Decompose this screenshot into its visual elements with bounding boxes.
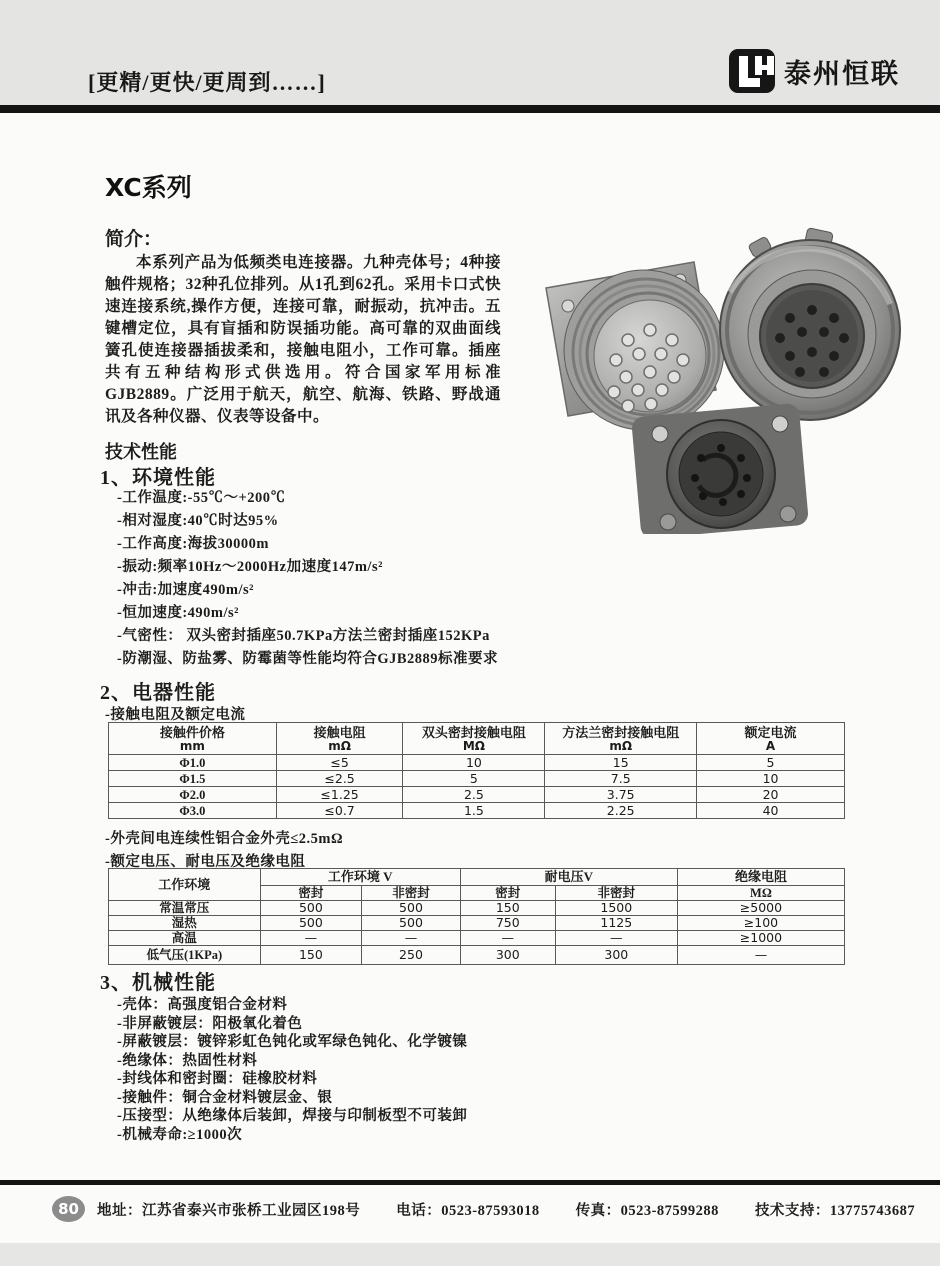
table-cell: — bbox=[460, 931, 555, 946]
env-item: -防潮湿、防盐雾、防霉菌等性能均符合GJB2889标准要求 bbox=[117, 651, 499, 667]
table-cell: ≥1000 bbox=[677, 931, 844, 946]
table-cell: — bbox=[362, 931, 461, 946]
table-cell: 15 bbox=[545, 755, 697, 771]
table-cell: Φ3.0 bbox=[109, 803, 277, 819]
header-unit: MΩ bbox=[462, 739, 485, 753]
table-row bbox=[109, 901, 845, 916]
footer bbox=[52, 1196, 915, 1222]
voltage-table-label: -额定电压、耐电压及绝缘电阻 bbox=[105, 854, 306, 870]
column-header bbox=[403, 723, 545, 755]
mech-spec-list bbox=[117, 996, 467, 1144]
table-cell: 250 bbox=[362, 946, 461, 965]
table-cell: 7.5 bbox=[545, 771, 697, 787]
env-spec-list bbox=[117, 490, 498, 674]
footer-support: 技术支持：13775743687 bbox=[754, 1202, 916, 1219]
group-header: 耐电压V bbox=[460, 869, 677, 886]
table-cell: 500 bbox=[362, 901, 461, 916]
table-cell: 40 bbox=[697, 803, 845, 819]
table-cell: 500 bbox=[260, 901, 362, 916]
table-row bbox=[109, 787, 845, 803]
table-cell: Φ2.0 bbox=[109, 787, 277, 803]
contact-resistance-table bbox=[108, 722, 845, 819]
table-cell: 2.25 bbox=[545, 803, 697, 819]
footer-phone: 电话：0523-87593018 bbox=[396, 1202, 540, 1219]
table-cell: ≤2.5 bbox=[276, 771, 403, 787]
table-cell: 300 bbox=[555, 946, 677, 965]
mech-item: -压接型：从绝缘体后装卸，焊接与印制板型不可装卸 bbox=[117, 1108, 468, 1124]
page-number-badge: 80 bbox=[52, 1196, 85, 1222]
header-divider bbox=[0, 105, 940, 113]
table-cell: — bbox=[555, 931, 677, 946]
table-cell: — bbox=[260, 931, 362, 946]
elec-section-heading: 2、电器性能 bbox=[100, 682, 216, 704]
header-name: 额定电流 bbox=[744, 725, 797, 740]
mech-item: -封线体和密封圈：硅橡胶材料 bbox=[117, 1071, 318, 1087]
table-cell: 湿热 bbox=[109, 916, 261, 931]
group-header: 工作环境 V bbox=[260, 869, 460, 886]
table-cell: 高温 bbox=[109, 931, 261, 946]
table-row bbox=[109, 771, 845, 787]
table-cell: 1500 bbox=[555, 901, 677, 916]
intro-heading: 简介： bbox=[105, 228, 163, 250]
header-name: 接触件价格 bbox=[159, 725, 225, 740]
company-logo bbox=[728, 48, 900, 94]
table-cell: 20 bbox=[697, 787, 845, 803]
corner-header: 工作环境 bbox=[109, 869, 261, 901]
mech-item: -接触件：铜合金材料镀层金、银 bbox=[117, 1089, 333, 1106]
connector-left bbox=[546, 262, 724, 430]
sub-header: 密封 bbox=[460, 886, 555, 901]
table-header-row bbox=[109, 723, 845, 755]
env-item: -振动:频率10Hz～2000Hz加速度147m/s² bbox=[117, 559, 383, 575]
mech-item: -机械寿命:≥1000次 bbox=[117, 1126, 243, 1143]
table-cell: 3.75 bbox=[545, 787, 697, 803]
sub-header: 非密封 bbox=[555, 886, 677, 901]
group-header: 绝缘电阻 bbox=[677, 869, 844, 886]
footer-divider bbox=[0, 1180, 940, 1185]
header-unit: mΩ bbox=[609, 739, 633, 753]
table-cell: 300 bbox=[460, 946, 555, 965]
table-row bbox=[109, 931, 845, 946]
mech-item: -屏蔽镀层：镀锌彩虹色钝化或军绿色钝化、化学镀镍 bbox=[117, 1034, 468, 1050]
table-cell: 1.5 bbox=[403, 803, 545, 819]
table-cell: Φ1.0 bbox=[109, 755, 277, 771]
bottom-band bbox=[0, 1243, 940, 1266]
sub-header: 密封 bbox=[260, 886, 362, 901]
table-cell: ≥100 bbox=[677, 916, 844, 931]
tech-heading: 技术性能 bbox=[105, 442, 177, 463]
env-item: -相对湿度:40℃时达95% bbox=[117, 513, 279, 529]
env-item: -工作高度:海拔30000m bbox=[117, 536, 269, 552]
table-header-row bbox=[109, 869, 845, 886]
table-cell: 低气压(1KPa) bbox=[109, 946, 261, 965]
header-name: 接触电阻 bbox=[313, 725, 366, 740]
mech-item: -非屏蔽镀层：阳极氧化着色 bbox=[117, 1015, 303, 1032]
table-cell: 500 bbox=[260, 916, 362, 931]
sub-header: 非密封 bbox=[362, 886, 461, 901]
env-section-heading: 1、环境性能 bbox=[100, 467, 216, 489]
env-item: -工作温度:-55℃～+200℃ bbox=[117, 490, 286, 506]
table-cell: 150 bbox=[460, 901, 555, 916]
table-row bbox=[109, 803, 845, 819]
header-unit: mΩ bbox=[328, 739, 351, 753]
voltage-insulation-table bbox=[108, 868, 845, 965]
env-item: -冲击:加速度490m/s² bbox=[117, 582, 255, 598]
header-unit: mm bbox=[179, 739, 205, 753]
table-cell: 常温常压 bbox=[109, 901, 261, 916]
table-row bbox=[109, 916, 845, 931]
table-cell: ≥5000 bbox=[677, 901, 844, 916]
table-cell: 10 bbox=[697, 771, 845, 787]
connector-top-right bbox=[720, 228, 900, 420]
env-item: -气密性： 双头密封插座50.7KPa方法兰密封插座152KPa bbox=[117, 628, 490, 644]
shell-continuity-note: -外壳间电连续性铝合金外壳≤2.5mΩ bbox=[105, 831, 344, 847]
column-header bbox=[545, 723, 697, 755]
company-name: 泰州恒联 bbox=[784, 58, 900, 90]
env-item: -恒加速度:490m/s² bbox=[117, 605, 240, 621]
table-cell: ≤1.25 bbox=[276, 787, 403, 803]
product-photo bbox=[518, 222, 918, 534]
table-cell: Φ1.5 bbox=[109, 771, 277, 787]
table-cell: ≤5 bbox=[276, 755, 403, 771]
table-cell: 5 bbox=[697, 755, 845, 771]
header-name: 双头密封接触电阻 bbox=[421, 725, 526, 740]
header-slogan: [更精/更快/更周到……] bbox=[88, 70, 326, 95]
table-cell: 5 bbox=[403, 771, 545, 787]
table-row bbox=[109, 946, 845, 965]
table-row bbox=[109, 755, 845, 771]
table-cell: 150 bbox=[260, 946, 362, 965]
connector-bottom bbox=[631, 403, 809, 534]
mech-item: -绝缘体：热固性材料 bbox=[117, 1052, 258, 1069]
table-cell: 10 bbox=[403, 755, 545, 771]
table-cell: 2.5 bbox=[403, 787, 545, 803]
page-title: XC系列 bbox=[105, 173, 192, 202]
column-header bbox=[276, 723, 403, 755]
column-header bbox=[109, 723, 277, 755]
table-cell: ≤0.7 bbox=[276, 803, 403, 819]
mech-section-heading: 3、机械性能 bbox=[100, 972, 216, 994]
mech-item: -壳体：高强度铝合金材料 bbox=[117, 997, 288, 1013]
table-cell: 500 bbox=[362, 916, 461, 931]
column-header bbox=[697, 723, 845, 755]
intro-paragraph: 本系列产品为低频类电连接器。九种壳体号；4种接触件规格；32种孔位排列。从1孔到62孔。采用卡口式快速连接系统,操作方便，连接可靠，耐振动，抗冲击。五键槽定位，具有盲插和防误插功能。高可靠的双曲面线簧孔使连接器插拔柔和，接触电阻小，工作可靠。插座共有五种结构形式供选用。符合国家军用标准GJB2889。广泛用于航天，航空、航海、铁路、野战通讯及各种仪器、仪表等设备中。 bbox=[105, 254, 501, 425]
header-name: 方法兰密封接触电阻 bbox=[562, 725, 680, 740]
lh-logo-icon bbox=[728, 48, 776, 94]
contact-resistance-table-label: -接触电阻及额定电流 bbox=[105, 707, 246, 723]
footer-address: 地址：江苏省泰兴市张桥工业园区198号 bbox=[97, 1202, 361, 1219]
table-cell: 1125 bbox=[555, 916, 677, 931]
header-unit: A bbox=[765, 739, 776, 753]
table-cell: 750 bbox=[460, 916, 555, 931]
sub-header: MΩ bbox=[677, 886, 844, 901]
table-cell: — bbox=[677, 946, 844, 965]
footer-fax: 传真：0523-87599288 bbox=[575, 1202, 719, 1219]
